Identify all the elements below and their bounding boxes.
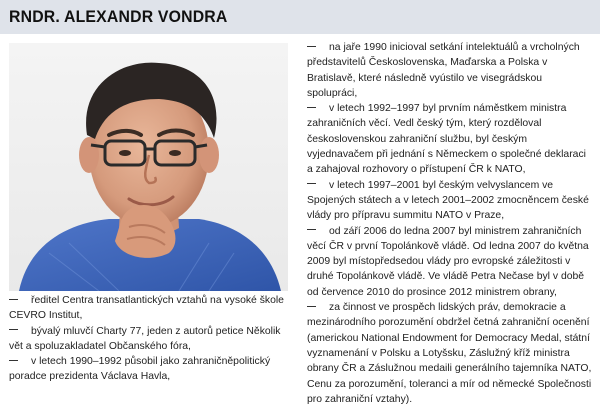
dash-icon <box>307 101 329 116</box>
dash-icon <box>9 293 31 308</box>
dash-icon <box>307 224 329 239</box>
list-item: v letech 1997–2001 byl českým velvyslancem ve Spojených státech a v letech 2001–2002 zmocněncem české vlády pro přípravu summitu NATO v Praze, <box>307 179 589 222</box>
list-item: za činnost ve prospěch lidských práv, demokracie a mezinárodního porozumění obdržel četná zahraniční ocenění (americkou National Endowment for Democracy Medal, státní vyznamenání v Polsku a Lotyšsku, Záslužný kříž ministra obrany ČR a Záslužnou medaili generálního tajemníka NATO, Cenu za porozumění, toleranci a mír od německé Společnosti pro zahraniční vztahy). <box>307 302 592 405</box>
portrait-photo <box>9 43 288 291</box>
dash-icon <box>307 300 329 315</box>
left-column <box>9 293 289 385</box>
dash-icon <box>9 354 31 369</box>
dash-icon <box>9 324 31 339</box>
page-title: RNDR. ALEXANDR VONDRA <box>9 7 228 26</box>
dash-icon <box>307 40 329 55</box>
list-item: bývalý mluvčí Charty 77, jeden z autorů petice Několik vět a spoluzakladatel Občanského fóra, <box>9 325 281 352</box>
right-column <box>307 40 593 407</box>
dash-icon <box>307 178 329 193</box>
header-bar <box>0 0 600 34</box>
list-item: ředitel Centra transatlantických vztahů na vysoké škole CEVRO Institut, <box>9 295 284 322</box>
list-item: na jaře 1990 inicioval setkání intelektuálů a vrcholných představitelů Československa, Maďarska a Polska v Bratislavě, které následně vyústilo ve visegrádskou spolupráci, <box>307 42 580 99</box>
list-item: v letech 1990–1992 působil jako zahraničněpolitický poradce prezidenta Václava Havla, <box>9 356 271 383</box>
list-item: v letech 1992–1997 byl prvním náměstkem ministra zahraničních věcí. Vedl český tým, který rozděloval československou zahraniční službu, byl českým vyjednavačem při jednání s Německem o společné deklaraci a zahajoval rozhovory o přístupení ČR k NATO, <box>307 103 586 176</box>
portrait-image <box>9 43 288 291</box>
list-item: od září 2006 do ledna 2007 byl ministrem zahraničních věcí ČR v první Topolánkově vládě. Od ledna 2007 do května 2009 byl místopředsedou vlády pro evropské záležitosti v druhé Topolánkově vládě. Ve vládě Petra Nečase byl v době od července 2010 do prosince 2012 ministrem obrany, <box>307 225 589 298</box>
